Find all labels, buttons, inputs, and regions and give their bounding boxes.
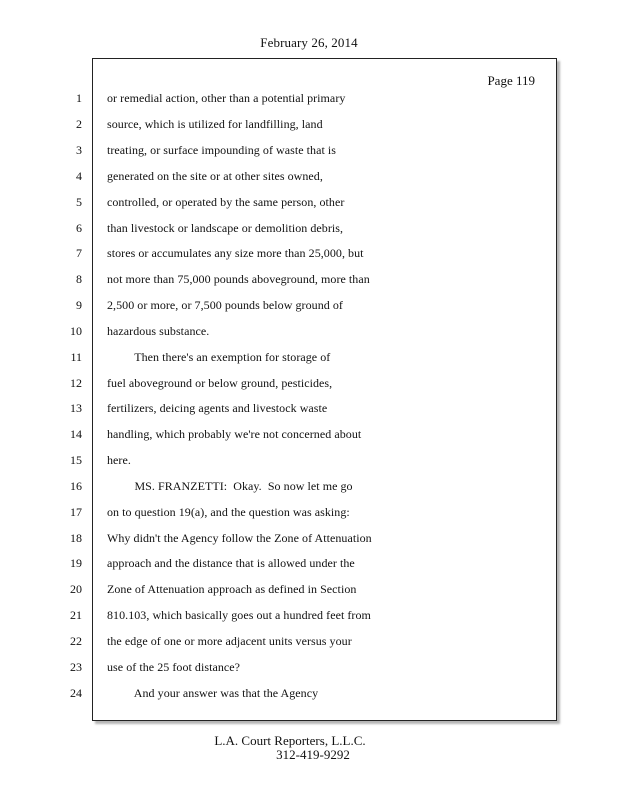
transcript-line: fuel aboveground or below ground, pesticides,	[107, 376, 333, 390]
transcript-line: use of the 25 foot distance?	[107, 660, 241, 674]
line-number: 6	[76, 221, 82, 235]
line-number: 23	[70, 660, 82, 674]
transcript-line: approach and the distance that is allowed under the	[107, 556, 355, 570]
transcript-line: MS. FRANZETTI: Okay. So now let me go	[107, 479, 353, 493]
transcript-line: treating, or surface impounding of waste that is	[107, 143, 337, 157]
line-number: 15	[70, 453, 82, 467]
transcript-line: the edge of one or more adjacent units versus your	[107, 634, 352, 648]
line-number: 11	[70, 350, 82, 364]
transcript-line: not more than 75,000 pounds aboveground, more than	[107, 272, 370, 286]
page-number: Page 119	[487, 73, 535, 88]
transcript-line: hazardous substance.	[107, 324, 210, 338]
line-number: 19	[70, 556, 82, 570]
transcript-line: Then there's an exemption for storage of	[107, 350, 331, 364]
line-number: 20	[70, 582, 82, 596]
transcript-line: on to question 19(a), and the question was asking:	[107, 505, 350, 519]
transcript-line: 2,500 or more, or 7,500 pounds below ground of	[107, 298, 343, 312]
line-number: 5	[76, 195, 82, 209]
line-number: 3	[76, 143, 82, 157]
line-number: 12	[70, 376, 82, 390]
transcript-line: generated on the site or at other sites owned,	[107, 169, 323, 183]
line-number: 22	[70, 634, 82, 648]
line-number: 14	[70, 427, 82, 441]
line-number: 21	[70, 608, 82, 622]
line-number: 9	[76, 298, 82, 312]
transcript-line: fertilizers, deicing agents and livestock waste	[107, 401, 328, 415]
line-number: 1	[76, 91, 82, 105]
transcript-line: controlled, or operated by the same person, other	[107, 195, 345, 209]
transcript-line: And your answer was that the Agency	[107, 686, 319, 700]
transcript-line: 810.103, which basically goes out a hundred feet from	[107, 608, 371, 622]
transcript-line: than livestock or landscape or demolition debris,	[107, 221, 344, 235]
line-number: 2	[76, 117, 82, 131]
line-number: 24	[70, 686, 82, 700]
transcript-line: stores or accumulates any size more than 25,000, but	[107, 246, 364, 260]
header-date: February 26, 2014	[260, 35, 358, 50]
line-number: 4	[76, 169, 82, 183]
line-number: 17	[70, 505, 82, 519]
footer-company-name: L.A. Court Reporters, L.L.C.	[214, 733, 366, 748]
line-number: 8	[76, 272, 82, 286]
transcript-line: handling, which probably we're not concerned about	[107, 427, 362, 441]
footer-phone-number: 312-419-9292	[276, 747, 350, 762]
line-number: 7	[76, 246, 82, 260]
line-number: 13	[70, 401, 82, 415]
transcript-line: or remedial action, other than a potential primary	[107, 91, 346, 105]
line-number: 18	[70, 531, 82, 545]
line-number: 10	[70, 324, 82, 338]
transcript-line: here.	[107, 453, 131, 467]
transcript-line: source, which is utilized for landfilling, land	[107, 117, 323, 131]
transcript-line: Why didn't the Agency follow the Zone of Attenuation	[107, 531, 372, 545]
transcript-line: Zone of Attenuation approach as defined in Section	[107, 582, 357, 596]
line-number: 16	[70, 479, 82, 493]
